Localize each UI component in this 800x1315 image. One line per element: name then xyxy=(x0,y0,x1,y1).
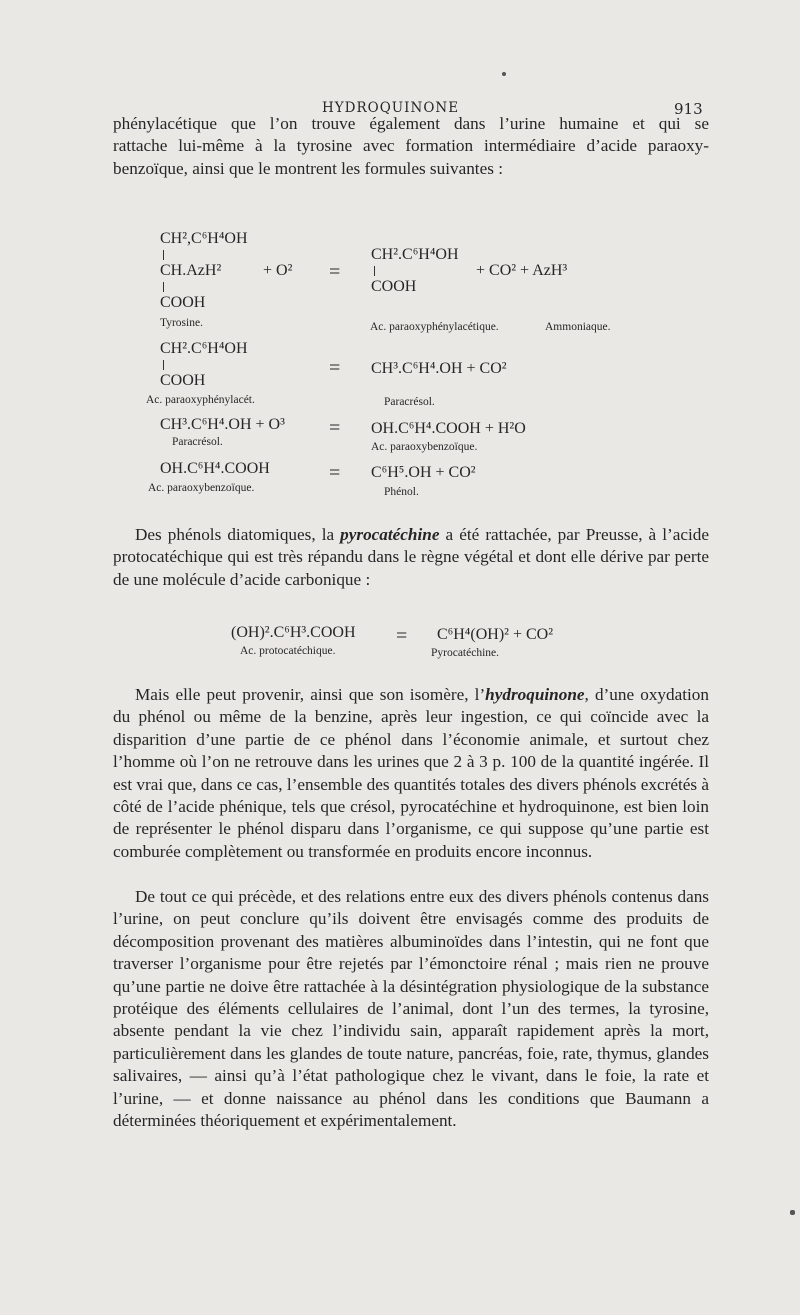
formula1-left-line2: CH.AzH² xyxy=(160,262,222,279)
bond-line xyxy=(163,250,164,260)
formula2-right-label: Paracrésol. xyxy=(384,396,435,408)
formula1-right-line1: CH².C⁶H⁴OH xyxy=(371,246,459,263)
formula1-right-products: + CO² + AzH³ xyxy=(476,262,568,279)
intro-line-1: phénylacétique que l’on trouve également dans l’urine humaine et qui se xyxy=(113,114,709,133)
formula3-left: CH³.C⁶H⁴.OH + O³ xyxy=(160,416,285,433)
para2-end: a été rattachée, par Preusse, à l’acide protocatéchique qui est très répandu dans le règne végétal et dont elle dérive par perte de une molécule d’acide carbonique : xyxy=(113,525,710,589)
para3-start: Mais elle peut provenir, ainsi que son isomère, l’ xyxy=(135,685,486,704)
formula1-equals: = xyxy=(329,261,341,283)
formula1-ammonia-label: Ammoniaque. xyxy=(545,321,611,333)
formula4-right: C⁶H⁵.OH + CO² xyxy=(371,464,476,481)
formula5-right: C⁶H⁴(OH)² + CO² xyxy=(437,626,553,643)
formula2-left-label: Ac. paraoxyphénylacét. xyxy=(146,394,255,406)
formula5-left-label: Ac. protocatéchique. xyxy=(240,645,336,657)
formula2-left-line1: CH².C⁶H⁴OH xyxy=(160,340,248,357)
bond-line xyxy=(163,360,164,370)
formula1-left-line3: COOH xyxy=(160,294,206,311)
para3-emphasis: hydroquinone xyxy=(485,685,585,704)
formula2-right: CH³.C⁶H⁴.OH + CO² xyxy=(371,360,507,377)
formula2-left-line2: COOH xyxy=(160,372,206,389)
ink-speck xyxy=(502,72,506,76)
formula3-left-label: Paracrésol. xyxy=(172,436,223,448)
formula5-right-label: Pyrocatéchine. xyxy=(431,647,500,659)
formula1-left-label: Tyrosine. xyxy=(160,317,203,329)
ink-speck xyxy=(790,1210,795,1215)
intro-line-2: rattache lui-même à la tyrosine avec formation intermédiaire d’acide paraoxy- xyxy=(113,136,709,156)
formula1-plus-oxygen: + O² xyxy=(263,262,293,279)
paragraph-pyrocatechine xyxy=(113,524,709,591)
formula4-equals: = xyxy=(329,462,341,484)
formula5-equals: = xyxy=(396,625,408,647)
intro-paragraph xyxy=(113,113,709,180)
running-header-title: HYDROQUINONE xyxy=(322,100,460,116)
page-number: 913 xyxy=(674,100,703,118)
formula3-right: OH.C⁶H⁴.COOH + H²O xyxy=(371,420,526,437)
formula4-right-label: Phénol. xyxy=(384,486,419,498)
formula1-right-label: Ac. paraoxyphénylacétique. xyxy=(370,321,499,333)
formula2-equals: = xyxy=(329,357,341,379)
formula5-left: (OH)².C⁶H³.COOH xyxy=(231,624,356,641)
para2-start: Des phénols diatomiques, la xyxy=(135,525,341,544)
bond-line xyxy=(163,282,164,292)
formula3-equals: = xyxy=(329,417,341,439)
para3-end: , d’une oxydation du phénol ou même de la benzine, après leur ingestion, ce qui coïncide avec la disparition d’une partie de ce phénol dans l’économie animale, et surtout chez l’homme où l’on ne retrouve dans les urines que 2 à 3 p. 100 de la quantité ingérée. Il est vrai que, dans ce cas, l’ensemble des quantités totales des divers phénols excrétés à côté de l’acide phénique, tels que crésol, pyrocatéchine et hydroquinone, est bien loin de représenter le phénol disparu dans l’organisme, ce qui suppose qu’une partie est comburée complètement ou transformée en produits encore inconnus. xyxy=(113,685,709,861)
formula4-left: OH.C⁶H⁴.COOH xyxy=(160,460,270,477)
bond-line xyxy=(374,266,375,276)
formula1-left-line1: CH²,C⁶H⁴OH xyxy=(160,230,248,247)
formula1-right-line2: COOH xyxy=(371,278,417,295)
formula4-left-label: Ac. paraoxybenzoïque. xyxy=(148,482,255,494)
paragraph-conclusion: De tout ce qui précède, et des relations entre eux des divers phénols contenus dans l’urine, on peut conclure qu’ils doivent être envisagés comme des produits de décomposition provenant des matières albuminoïdes dans l’intestin, qui ne font que traverser l’organisme pour être rejetés par l’émonctoire rénal ; mais rien ne prouve qu’une partie ne doive être rattachée à la désintégration physiologique de la substance protéique des éléments cellulaires de l’animal, dont l’un des termes, la tyrosine, absente pendant la vie chez l’individu sain, apparaît rapidement après la mort, particulièrement dans les glandes de toute nature, pancréas, foie, rate, thymus, glandes salivaires, — ainsi qu’à l’état pathologique chez le vivant, dans le foie, la rate et l’urine, — et donne naissance au phénol dans les conditions que Baumann a déterminées théoriquement et expérimentalement. xyxy=(113,887,709,1131)
paragraph-hydroquinone xyxy=(113,684,709,863)
intro-line-3: benzoïque, ainsi que le montrent les formules suivantes : xyxy=(113,158,503,178)
para2-emphasis: pyrocatéchine xyxy=(340,525,440,544)
formula3-right-label: Ac. paraoxybenzoïque. xyxy=(371,441,478,453)
